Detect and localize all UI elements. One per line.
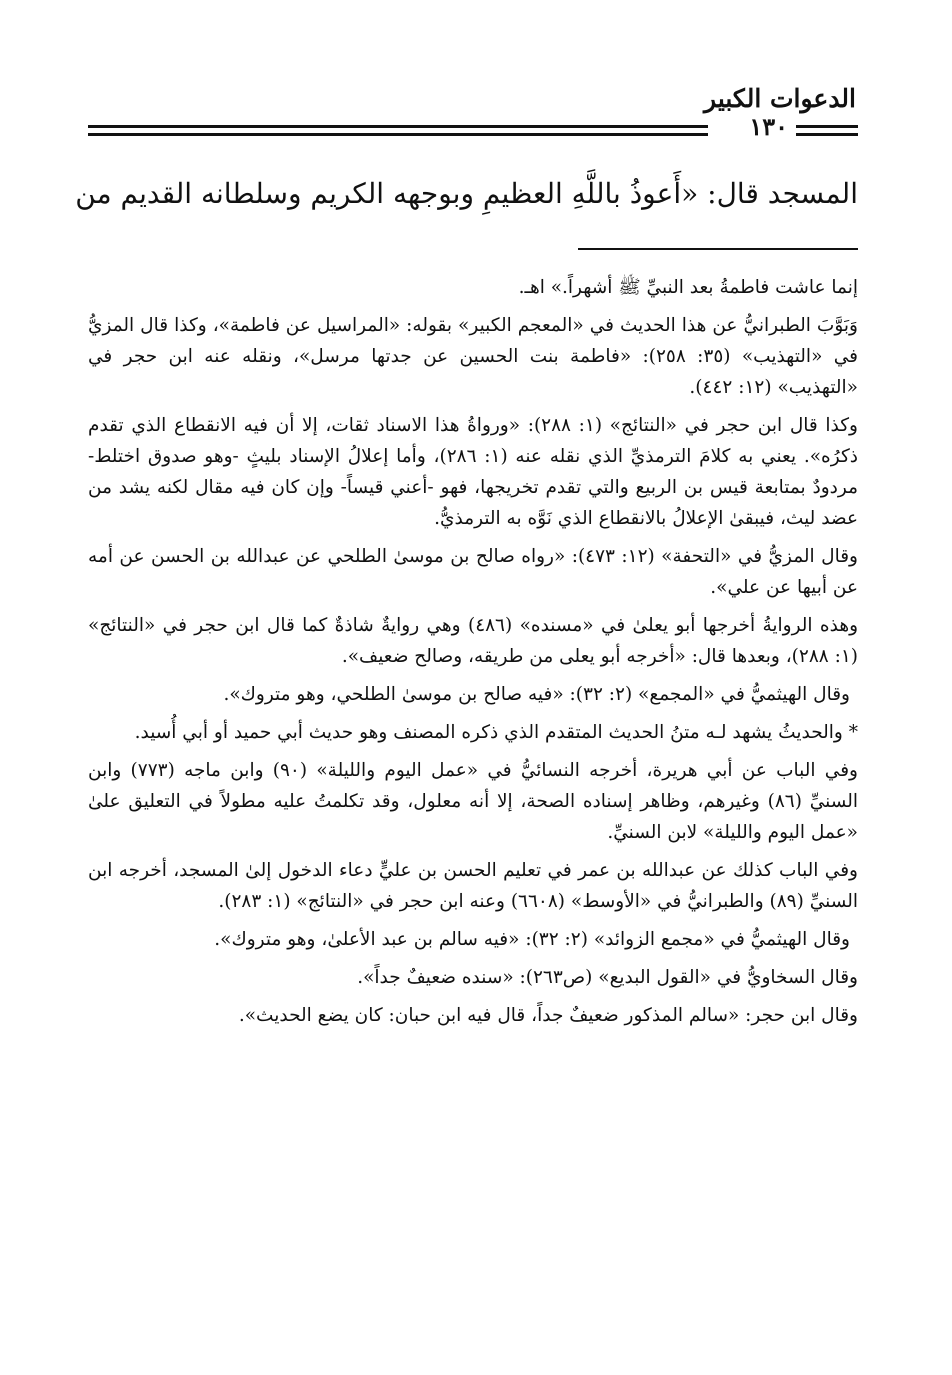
footnote-paragraph: وقال الهيثميُّ في «المجمع» (٢: ٣٢): «فيه صالح بن موسىٰ الطلحي، وهو متروك».: [223, 684, 850, 705]
footnote-paragraph: وهذه الروايةُ أخرجها أبو يعلىٰ في «مسنده» (٤٨٦) وهي روايةٌ شاذةٌ كما قال ابن حجر في «النتائج» (١: ٢٨٨)، وبعدها قال: «أخرجه أبو يعلى من طريقه، وصالح ضعيف».: [88, 615, 859, 667]
footnote-paragraph: وفي الباب كذلك عن عبدالله بن عمر في تعليم الحسن بن عليٍّ دعاء الدخول إلىٰ المسجد، أخرجه ابن السنيِّ (٨٩) والطبرانيُّ في «الأوسط» (٦٦٠٨) وعنه ابن حجر في «النتائج» (١: ٢٨٣).: [88, 860, 858, 912]
page-number: ١٣٠: [749, 112, 788, 141]
running-title: الدعوات الكبير: [704, 84, 856, 113]
footnote-paragraph: وكذا قال ابن حجر في «النتائج» (١: ٢٨٨): «ورواةُ هذا الاسناد ثقات، إلا أن فيه الانقطاع الذي تقدم ذكرُه». يعني به كلامَ الترمذيِّ الذي نقله عنه (١: ٢٨٦)، وأما إعلالُ الإسناد بليثٍ -وهو صدوق اختلط- مردودٌ بمتابعة قيس بن الربيع والتي تقدم تخريجها، فهو -أعني قيساً- وإن كان فيه مقال لكنه يشد من عضد ليث، فيبقىٰ الإعلالُ بالانقطاع الذي نَوَّه به الترمذيُّ.: [88, 415, 858, 529]
footnote-separator: [578, 248, 858, 250]
footnote-paragraph: وَبَوَّبَ الطبرانيُّ عن هذا الحديث في «المعجم الكبير» بقوله: «المراسيل عن فاطمة»، وكذا قال المزيُّ في «التهذيب» (٣٥: ٢٥٨): «فاطمة بنت الحسين عن جدتها مرسل»، ونقله عنه ابن حجر في «التهذيب» (١٢: ٤٤٢).: [88, 315, 858, 398]
footnote-paragraph: إنما عاشت فاطمةُ بعد النبيِّ ﷺ أشهراً.» اهـ.: [518, 277, 858, 298]
footnote-paragraph: وقال السخاويُّ في «القول البديع» (ص٢٦٣): «سنده ضعيفٌ جداً».: [357, 967, 858, 988]
footnote-paragraph: وقال الهيثميُّ في «مجمع الزوائد» (٢: ٣٢): «فيه سالم بن عبد الأعلىٰ، وهو متروك».: [214, 929, 850, 950]
footnote-paragraph: وقال ابن حجر: «سالم المذكور ضعيفٌ جداً، قال فيه ابن حبان: كان يضع الحديث».: [238, 1005, 858, 1026]
footnote-paragraph: * والحديثُ يشهد لـه متنُ الحديث المتقدم الذي ذكره المصنف وهو حديث أبي حميد أو أبي أُسيد.: [134, 722, 858, 743]
header-rule-right-lower: [796, 133, 858, 136]
page-header-rule: [88, 112, 858, 151]
footnote-paragraph: وفي الباب عن أبي هريرة، أخرجه النسائيُّ في «عمل اليوم والليلة» (٩٠) وابن ماجه (٧٧٣) وابن السنيِّ (٨٦) وغيرهم، وظاهر إسناده الصحة، إلا أنه معلول، وقد تكلمتُ عليه مطولاً في التعليق علىٰ «عمل اليوم والليلة» لابن السنيِّ.: [88, 760, 858, 843]
header-rule-left-lower: [88, 133, 708, 136]
main-text-line: المسجد قال: «أَعوذُ باللَّهِ العظيمِ وبوجهه الكريم وسلطانه القديم من: [75, 177, 858, 210]
footnote-paragraph: وقال المزيُّ في «التحفة» (١٢: ٤٧٣): «رواه صالح بن موسىٰ الطلحي عن عبدالله بن الحسن عن أمه عن أبيها عن علي».: [88, 546, 858, 598]
header-rule-left-upper: [88, 125, 708, 128]
header-rule-right-upper: [796, 125, 858, 128]
footnotes: [88, 272, 858, 1038]
